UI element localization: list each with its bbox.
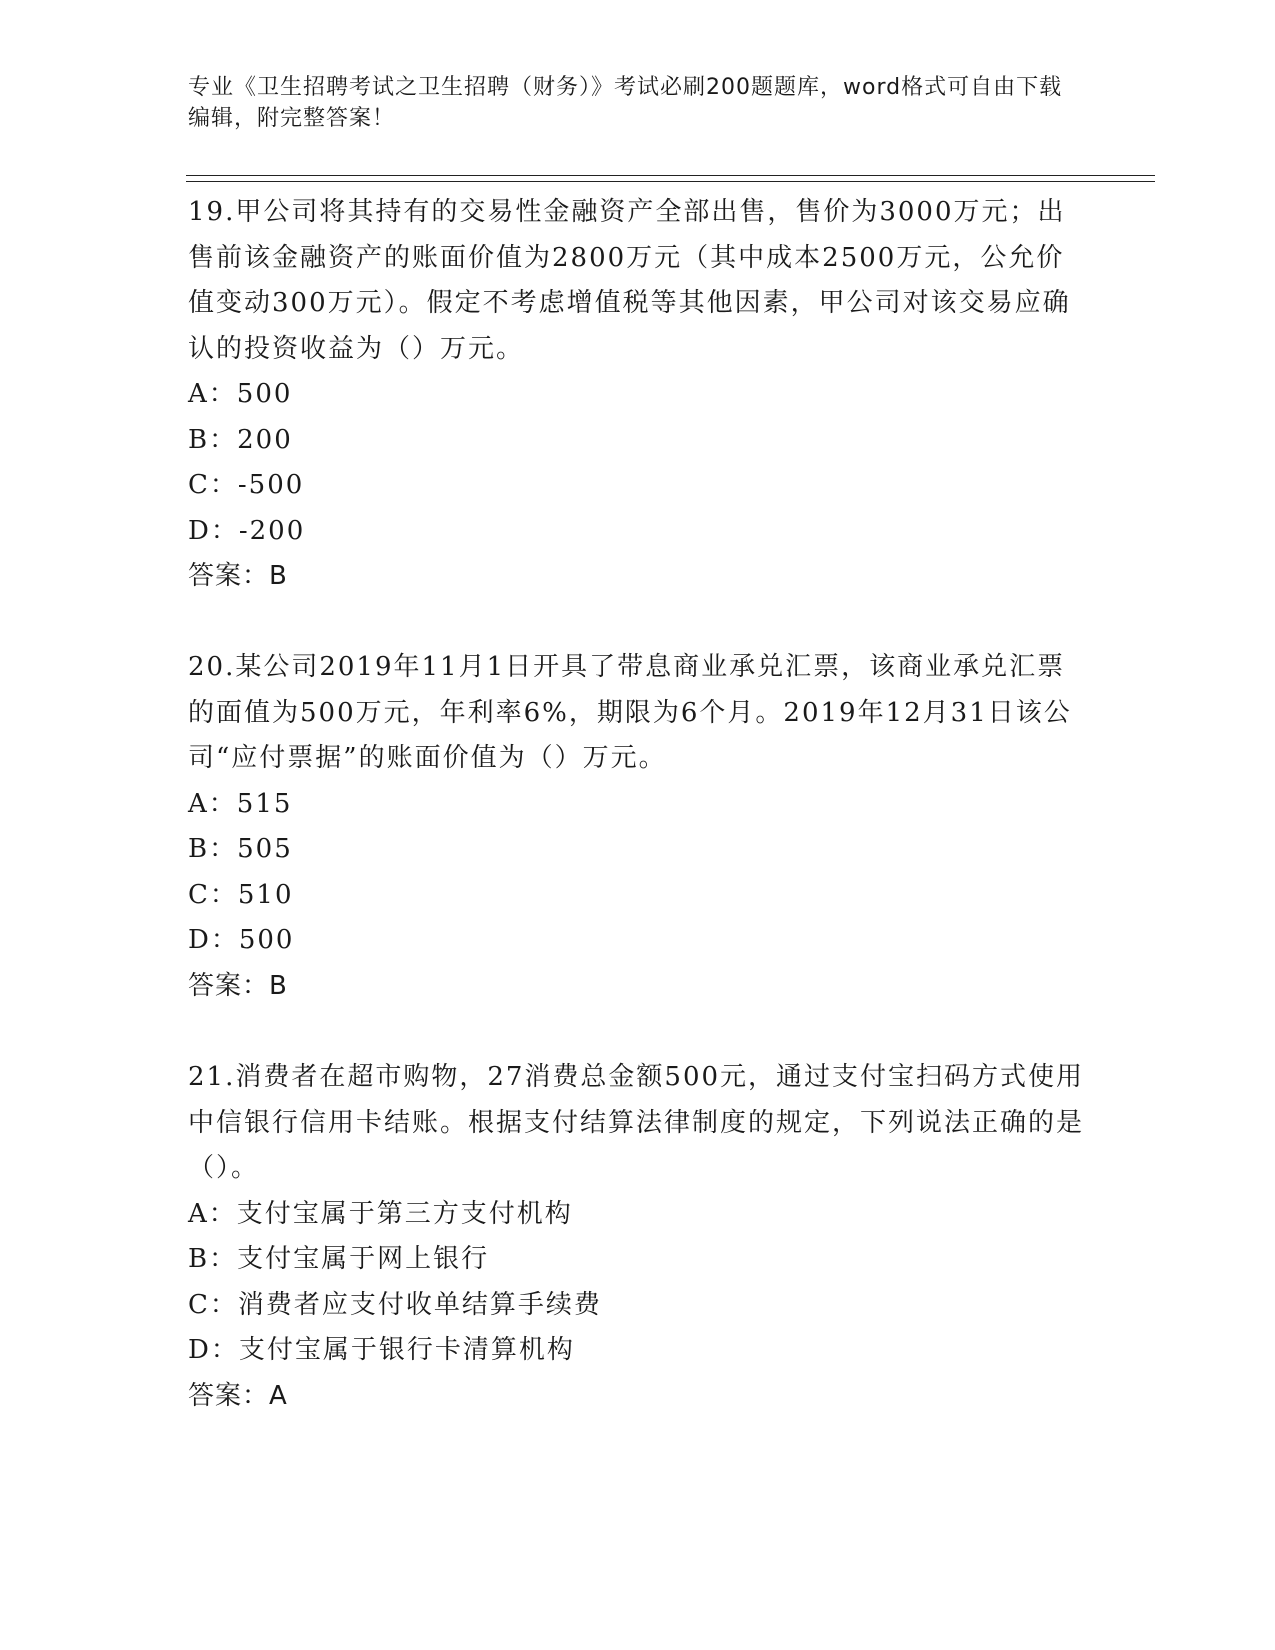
option-a: A：500 xyxy=(188,379,293,409)
question-stem: 19.甲公司将其持有的交易性金融资产全部出售，售价为3000万元；出售前该金融资产的账面价值为2800万元（其中成本2500万元，公允价值变动300万元）。假定不考虑增值税等其他因素，甲公司对该交易应确认的投资收益为（）万元。 xyxy=(188,197,1071,364)
question-20 xyxy=(188,645,1088,1009)
option-b: B：200 xyxy=(188,424,293,455)
option-d: D：-200 xyxy=(188,515,306,546)
question-stem: 20.某公司2019年11月1日开具了带息商业承兑汇票，该商业承兑汇票的面值为500万元，年利率6%，期限为6个月。2019年12月31日该公司“应付票据”的账面价值为（）万元。 xyxy=(188,652,1072,773)
option-c: C：消费者应支付收单结算手续费 xyxy=(188,1289,602,1320)
option-a: A：515 xyxy=(188,788,293,819)
page-header-intro: 专业《卫生招聘考试之卫生招聘（财务）》考试必刷200题题库，word格式可自由下载编辑，附完整答案！ xyxy=(188,75,1063,131)
answer: 答案：B xyxy=(188,970,288,1001)
header-divider-bottom xyxy=(186,181,1155,182)
option-a: A：支付宝属于第三方支付机构 xyxy=(188,1198,573,1229)
option-c: C：510 xyxy=(188,879,294,910)
answer: 答案：B xyxy=(188,561,288,591)
option-d: D：支付宝属于银行卡清算机构 xyxy=(188,1335,575,1365)
answer: 答案：A xyxy=(188,1380,288,1411)
question-stem: 21.消费者在超市购物，27消费总金额500元，通过支付宝扫码方式使用中信银行信用卡结账。根据支付结算法律制度的规定，下列说法正确的是（）。 xyxy=(188,1062,1085,1183)
option-b: B：505 xyxy=(188,834,293,864)
option-d: D：500 xyxy=(188,925,295,955)
question-19 xyxy=(188,190,1088,600)
question-21 xyxy=(188,1055,1088,1419)
option-c: C：-500 xyxy=(188,470,305,500)
option-b: B：支付宝属于网上银行 xyxy=(188,1244,490,1274)
header-divider-top xyxy=(186,175,1155,176)
